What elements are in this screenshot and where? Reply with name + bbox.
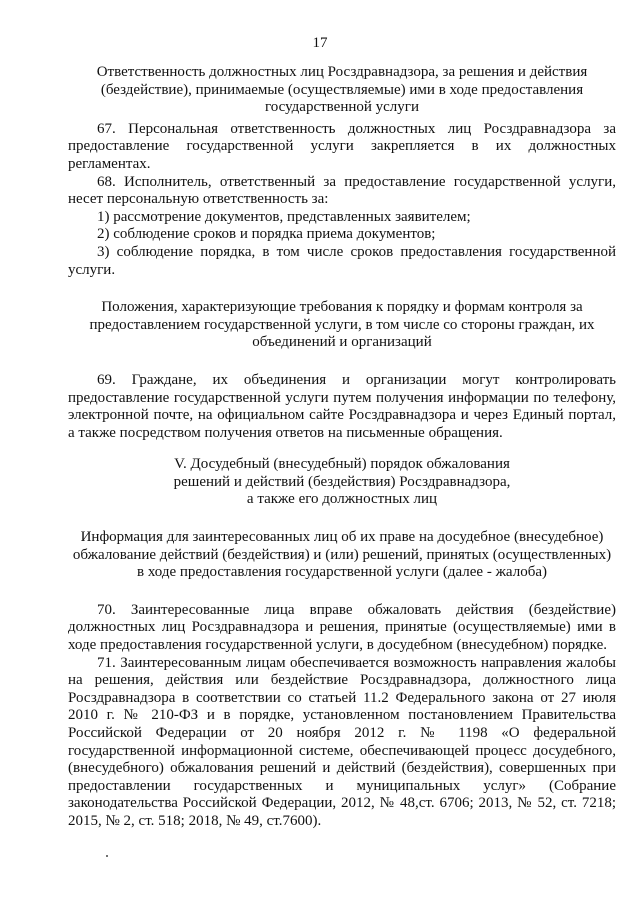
document-body xyxy=(68,64,616,831)
paragraph-68: 68. Исполнитель, ответственный за предоставление государственной услуги, несет персональную ответственность за: xyxy=(68,173,616,208)
spacer xyxy=(68,279,616,299)
page-number: 17 xyxy=(312,35,328,51)
list-item: 2) соблюдение сроков и порядка приема документов; xyxy=(97,226,436,243)
paragraph-69: 69. Граждане, их объединения и организации могут контролировать предоставление государственной услуги путем получения информации по телефону, электронной почте, на официальном сайте Росздравнадзора и через Единый портал, а также посредством получения ответов на письменные обращения. xyxy=(68,371,616,441)
paragraph-71: 71. Заинтересованным лицам обеспечивается возможность направления жалобы на решения, действия или бездействие Росздравнадзора, должностного лица Росздравнадзора в соответствии со статьей 11.2 Федерального закона от 27 июля 2010 г. № 210-ФЗ и в порядке, установленном постановлением Правительства Российской Федерации от 20 ноября 2012 г. № 1198 «О федеральной государственной информационной системе, обеспечивающей процесс досудебного, (внесудебного) обжалования решений и действий (бездействия), совершенных при предоставлении государственных и муниципальных услуг» (Собрание законодательства Российской Федерации, 2012, № 48,ст. 6706; 2013, № 52, ст. 7218; 2015, № 2, ст. 518; 2018, № 49, ст.7600). xyxy=(68,654,616,829)
section-heading-line: а также его должностных лиц xyxy=(246,491,438,508)
heading-responsibility: Ответственность должностных лиц Росздравнадзора, за решения и действия (бездействие), принимаемые (осуществляемые) ими в ходе предоставления государственной услуги xyxy=(96,64,588,116)
section-heading-line: решений и действий (бездействия) Росздравнадзора, xyxy=(173,473,511,490)
scan-speck xyxy=(106,855,108,857)
spacer xyxy=(68,582,616,602)
paragraph-70: 70. Заинтересованные лица вправе обжаловать действия (бездействие) должностных лиц Росздравнадзора и решения, принятые (осуществляемые) ими в ходе предоставления государственной услуги, в досудебном (внесудебном) порядке. xyxy=(68,601,616,654)
spacer xyxy=(68,352,616,372)
heading-control-requirements: Положения, характеризующие требования к порядку и формам контроля за предоставлением государственной услуги, в том числе со стороны граждан, их объединений и организаций xyxy=(89,299,595,351)
paragraph-67: 67. Персональная ответственность должностных лиц Росздравнадзора за предоставление государственной услуги закрепляется в их должностных регламентах. xyxy=(68,120,616,172)
spacer xyxy=(68,442,616,456)
heading-appeal-info: Информация для заинтересованных лиц об их праве на досудебное (внесудебное) обжалование действий (бездействия) и (или) решений, принятых (осуществленных) в ходе предоставления государственной услуги (далее - жалоба) xyxy=(72,529,612,581)
list-item: 3) соблюдение порядка, в том числе сроков предоставления государственной услуги. xyxy=(68,243,616,278)
section-heading-line: V. Досудебный (внесудебный) порядок обжалования xyxy=(174,456,510,473)
spacer xyxy=(68,509,616,529)
list-item: 1) рассмотрение документов, представленных заявителем; xyxy=(97,208,471,225)
